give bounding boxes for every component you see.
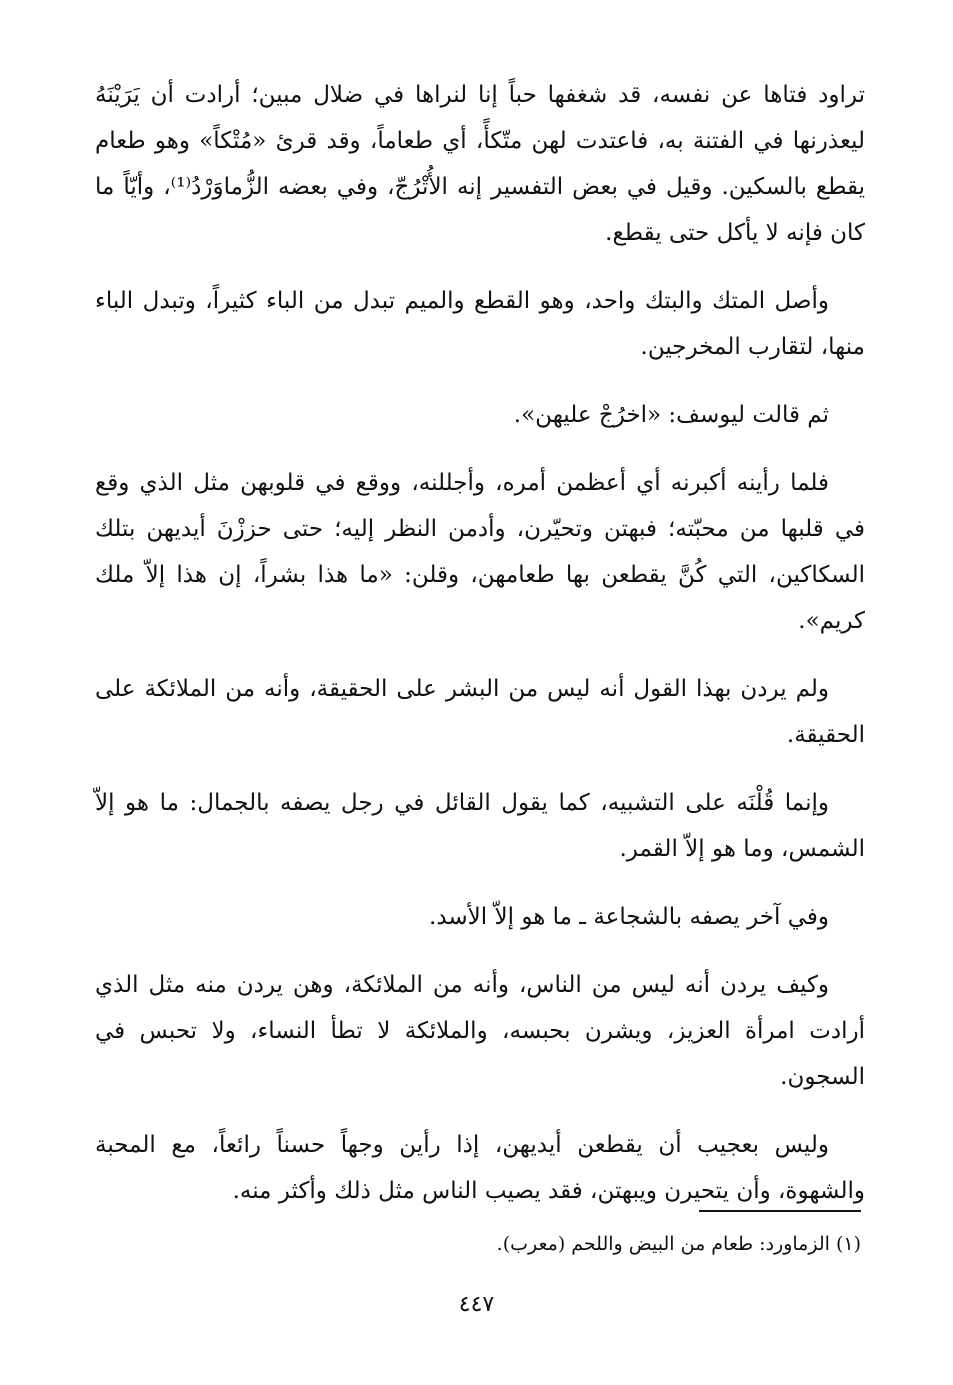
paragraph-9: وليس بعجيب أن يقطعن أيديهن، إذا رأين وجهاً حسناً رائعاً، مع المحبة والشهوة، وأن يتحيرن ويبهتن، فقد يصيب الناس مثل ذلك وأكثر منه. (95, 1132, 865, 1204)
paragraph-5: ولم يردن بهذا القول أنه ليس من البشر على الحقيقة، وأنه من الملائكة على الحقيقة. (95, 676, 865, 748)
footnote: (١) الزماورد: طعام من البيض واللحم (معرب). (496, 1233, 861, 1255)
footnote-divider (699, 1210, 861, 1212)
page-body (95, 72, 865, 1236)
page-number: ٤٤٧ (458, 1292, 495, 1317)
paragraph-4: فلما رأينه أكبرنه أي أعظمن أمره، وأجللنه، ووقع في قلوبهن مثل الذي وقع في قلبها من محبّته؛ فبهتن وتحيّرن، وأدمن النظر إليه؛ حتى حززْنَ أيديهن بتلك السكاكين، التي كُنَّ يقطعن بها طعامهن، وقلن: «ما هذا بشراً، إن هذا إلاّ ملك كريم». (95, 470, 865, 634)
paragraph-1: تراود فتاها عن نفسه، قد شغفها حباً إنا لنراها في ضلال مبين؛ أرادت أن يَرَيْنَهُ ليعذرنها في الفتنة به، فاعتدت لهن متّكأً، أي طعاماً، وقد قرئ «مُتْكاً» وهو طعام يقطع بالسكين. وقيل في بعض التفسير إنه الأُتْرُجّ، وفي بعضه الزُّماوَرْدُ⁽¹⁾، وأيّاً ما كان فإنه لا يأكل حتى يقطع. (95, 82, 865, 246)
paragraph-8: وكيف يردن أنه ليس من الناس، وأنه من الملائكة، وهن يردن منه مثل الذي أرادت امرأة العزيز، ويشرن بحبسه، والملائكة لا تطأ النساء، ولا تحبس في السجون. (95, 972, 865, 1090)
paragraph-2: وأصل المتك والبتك واحد، وهو القطع والميم تبدل من الباء كثيراً، وتبدل الباء منها، لتقارب المخرجين. (95, 288, 865, 360)
paragraph-3: ثم قالت ليوسف: «اخرُجْ عليهن». (513, 402, 829, 428)
paragraph-7: وفي آخر يصفه بالشجاعة ـ ما هو إلاّ الأسد. (429, 904, 829, 930)
paragraph-6: وإنما قُلْنَه على التشبيه، كما يقول القائل في رجل يصفه بالجمال: ما هو إلاّ الشمس، وما هو إلاّ القمر. (95, 790, 865, 862)
